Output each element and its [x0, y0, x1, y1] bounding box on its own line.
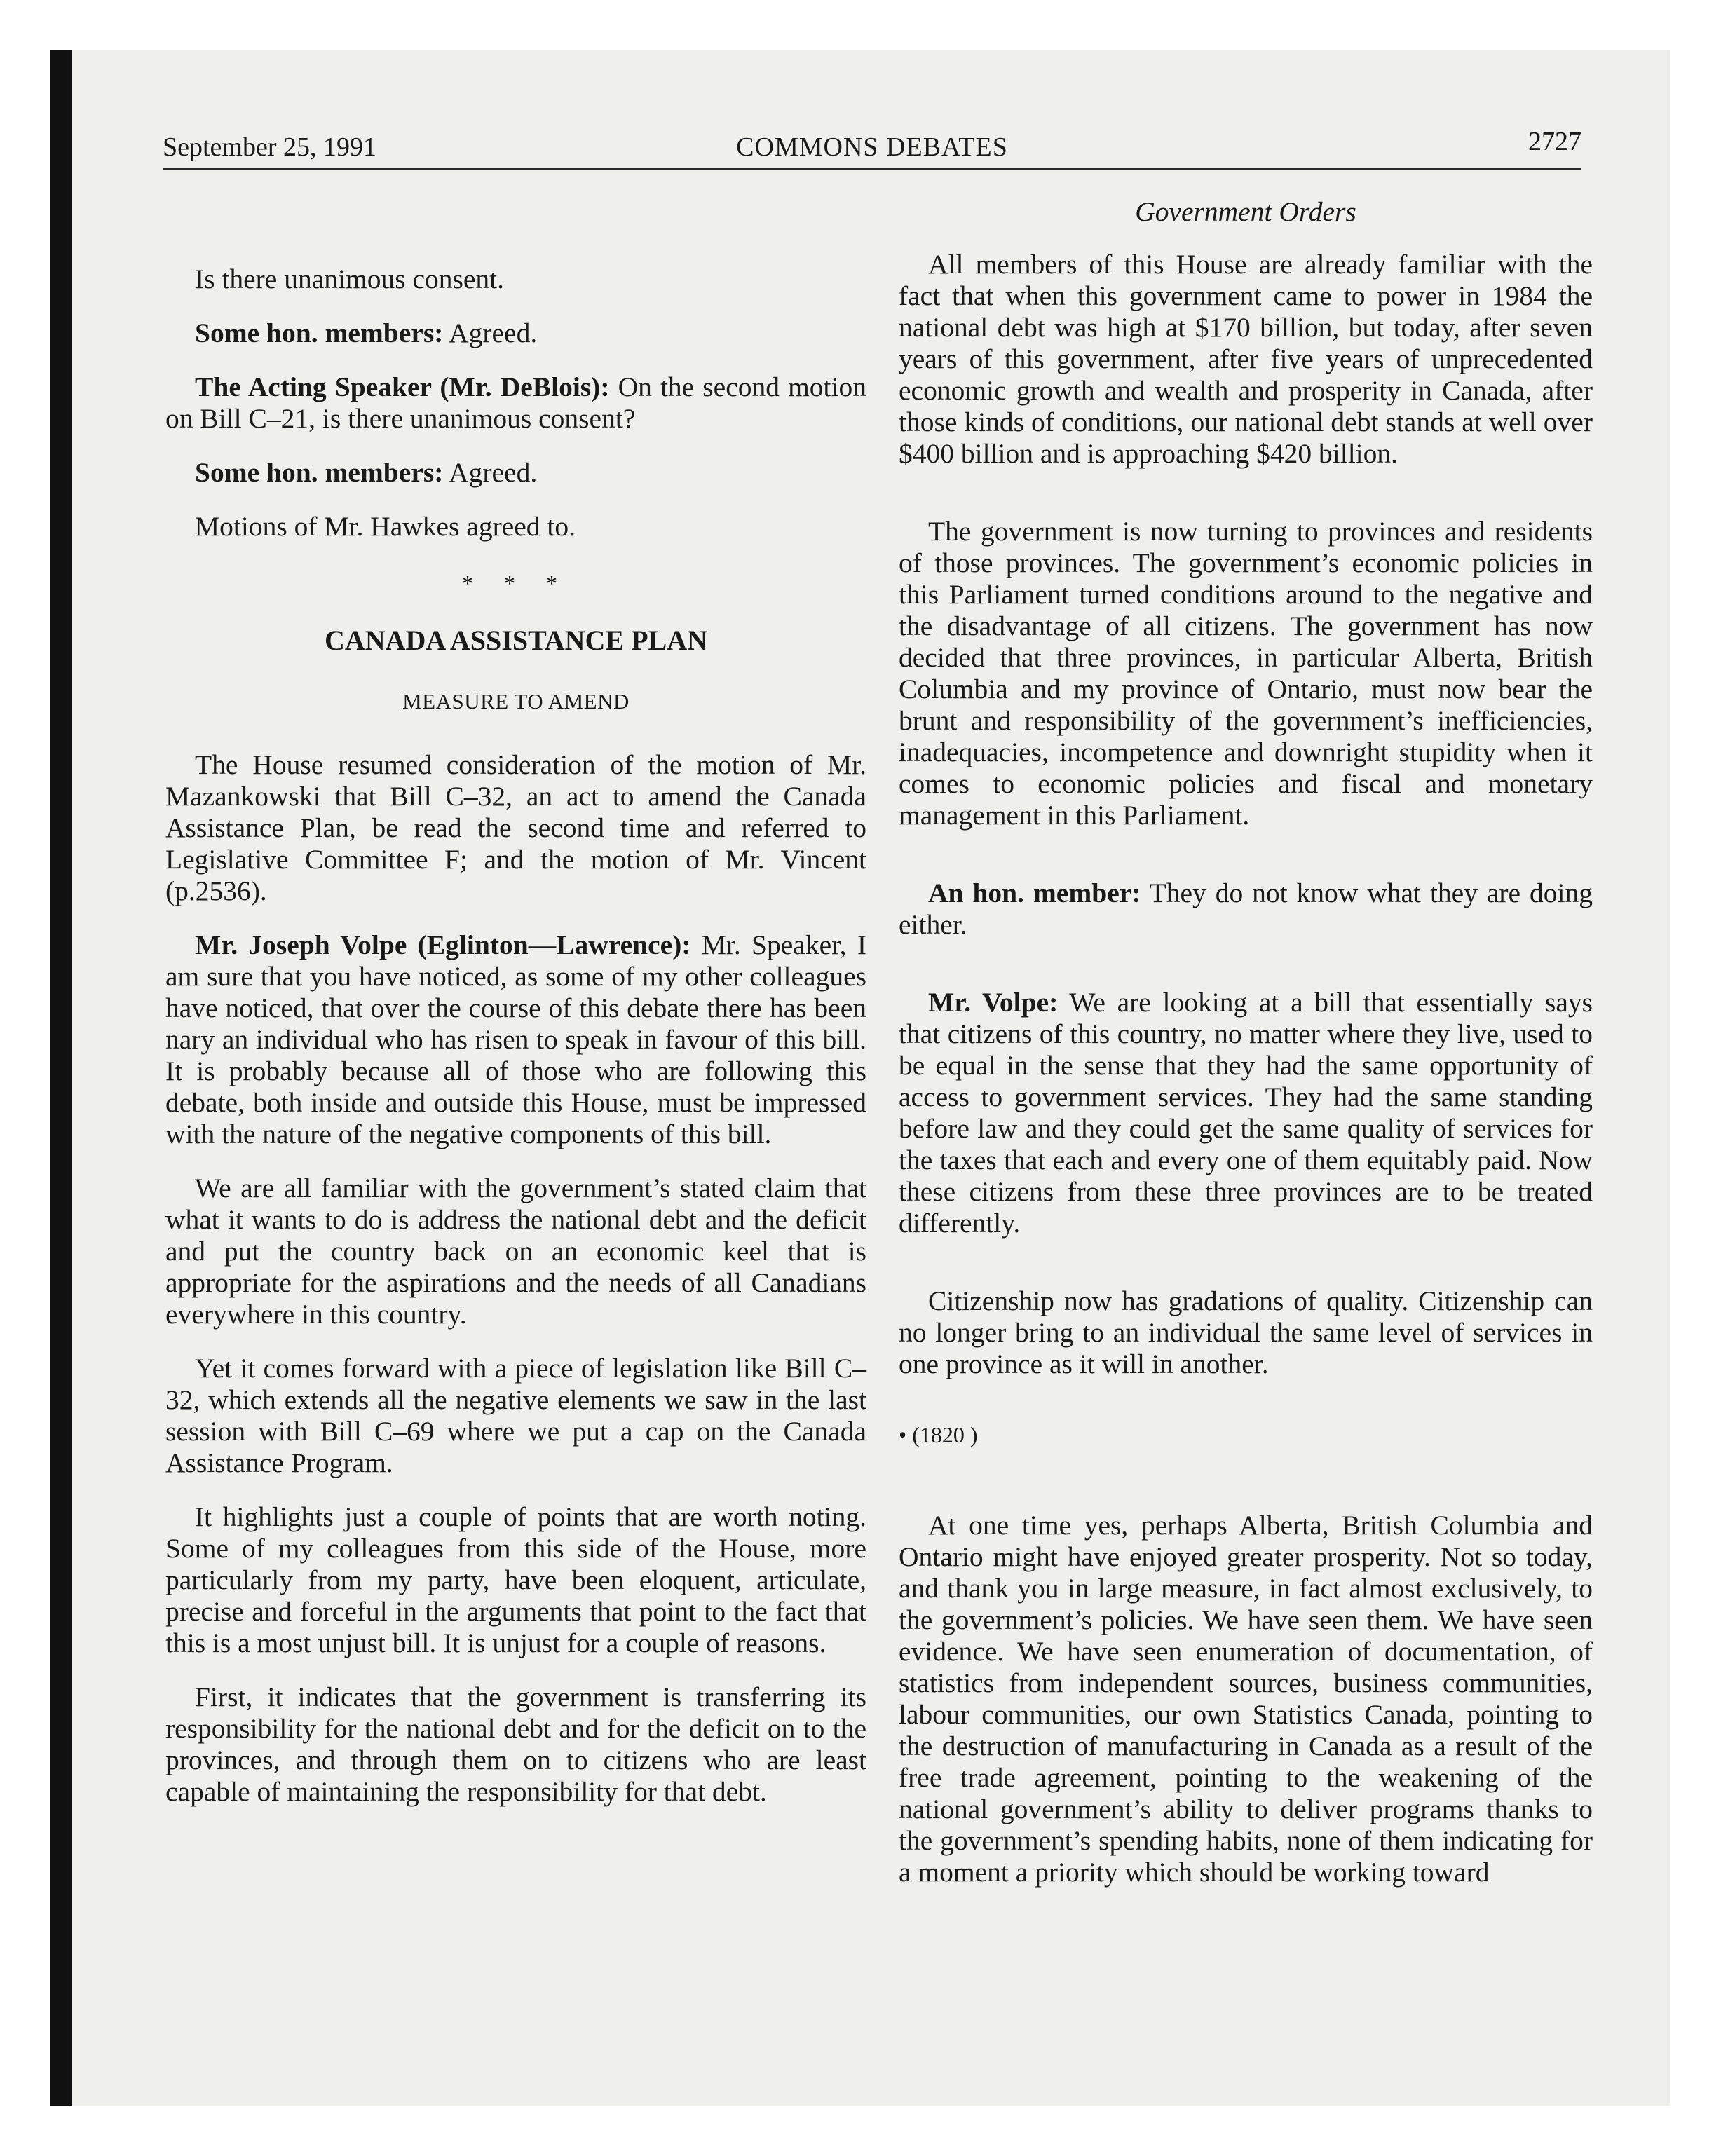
paragraph: The government is now turning to provinces and residents of those provinces. The government’s economic policies in this Parliament turned conditions around to the negative and the disadvantage of all citizens. The government has now decided that three provinces, in particular Alberta, British Columbia and my province of Ontario, must now bear the brunt and responsibility of the government’s inefficiencies, inadequacies, incompetence and downright stupidity when it comes to economic policies and fiscal and monetary management in this Parliament. [899, 516, 1593, 831]
speaker-name: Some hon. members: [195, 457, 444, 488]
header-rule [163, 168, 1581, 170]
paragraph: Motions of Mr. Hawkes agreed to. [195, 511, 576, 542]
section-separator: * * * [462, 571, 570, 596]
section-heading: CANADA ASSISTANCE PLAN [324, 625, 708, 656]
speech-text: We are looking at a bill that essentially says that citizens of this country, no matter where they live, used to be equal in the sense that they had the same opportunity of access to government services. They had the same standing before law and they could get the same quality of services for the taxes that each and every one of them equitably paid. Now these citizens from these three provinces are to be treated differently. [899, 987, 1593, 1239]
speech-text: On the second motion on Bill C–21, is there unanimous consent? [165, 371, 866, 434]
paragraph: The House resumed consideration of the motion of Mr. Mazankowski that Bill C–32, an act to amend the Canada Assistance Plan, be read the second time and referred to Legislative Committee F; and the motion of Mr. Vincent (p.2536). [165, 749, 866, 906]
speech-text: Agreed. [443, 318, 538, 348]
speaker-name: An hon. member: [928, 878, 1141, 908]
speech-text: Agreed. [443, 457, 538, 488]
page-header [163, 129, 1581, 165]
paragraph [899, 878, 1593, 941]
timestamp: • (1820 ) [899, 1422, 978, 1447]
section-label: Government Orders [1135, 196, 1356, 227]
paragraph: We are all familiar with the government’s stated claim that what it wants to do is address the national debt and the deficit and put the country back on an economic keel that is appropriate for the aspirations and the needs of all Canadians everywhere in this country. [165, 1173, 866, 1330]
scan-edge-shadow [50, 50, 72, 2106]
paragraph: It highlights just a couple of points that are worth noting. Some of my colleagues from this side of the House, more particularly from my party, have been eloquent, articulate, precise and forceful in the arguments that point to the fact that this is a most unjust bill. It is unjust for a couple of reasons. [165, 1501, 866, 1658]
paragraph: All members of this House are already familiar with the fact that when this government came to power in 1984 the national debt was high at $170 billion, but today, after seven years of this government, after five years of unprecedented economic growth and wealth and prosperity in Canada, after those kinds of conditions, our national debt stands at well over $400 billion and is approaching $420 billion. [899, 249, 1593, 469]
speech-text: They do not know what they are doing either. [899, 878, 1593, 940]
paragraph [165, 318, 866, 349]
paragraph: Citizenship now has gradations of quality. Citizenship can no longer bring to an individual the same level of services in one province as it will in another. [899, 1285, 1593, 1379]
paragraph: Is there unanimous consent. [195, 264, 504, 294]
speaker-name: Mr. Volpe: [928, 987, 1059, 1018]
paragraph [165, 457, 866, 489]
right-column [899, 196, 1593, 1911]
header-date: September 25, 1991 [163, 132, 377, 162]
speaker-name: The Acting Speaker (Mr. DeBlois): [195, 371, 610, 402]
paragraph [899, 987, 1593, 1239]
paragraph [165, 371, 866, 435]
paragraph: At one time yes, perhaps Alberta, British Columbia and Ontario might have enjoyed greater prosperity. Not so today, and thank you in large measure, in fact almost exclusively, to the government’s policies. We have seen them. We have seen evidence. We have seen enumeration of documentation, of statistics from independent sources, business communities, labour communities, our own Statistics Canada, pointing to the destruction of manufacturing in Canada as a result of the free trade agreement, pointing to the weakening of the national government’s ability to deliver programs thanks to the government’s spending habits, none of them indicating for a moment a priority which should be working toward [899, 1510, 1593, 1888]
speaker-name: Mr. Joseph Volpe (Eglinton—Lawrence): [195, 929, 691, 960]
section-subheading: MEASURE TO AMEND [402, 689, 630, 714]
paragraph [165, 929, 866, 1150]
speaker-name: Some hon. members: [195, 318, 444, 348]
paragraph: Yet it comes forward with a piece of legislation like Bill C–32, which extends all the negative elements we saw in the last session with Bill C–69 where we put a cap on the Canada Assistance Program. [165, 1353, 866, 1478]
header-page-number: 2727 [1528, 127, 1581, 156]
header-title: COMMONS DEBATES [736, 132, 1008, 162]
paragraph: First, it indicates that the government is transferring its responsibility for the national debt and for the deficit on to the provinces, and through them on to citizens who are least capable of maintaining the responsibility for that debt. [165, 1681, 866, 1807]
speech-text: Mr. Speaker, I am sure that you have noticed, as some of my other colleagues have noticed, that over the course of this debate there has been nary an individual who has risen to speak in favour of this bill. It is probably because all of those who are following this debate, both inside and outside this House, must be impressed with the nature of the negative components of this bill. [165, 929, 866, 1149]
left-column [165, 264, 866, 1830]
